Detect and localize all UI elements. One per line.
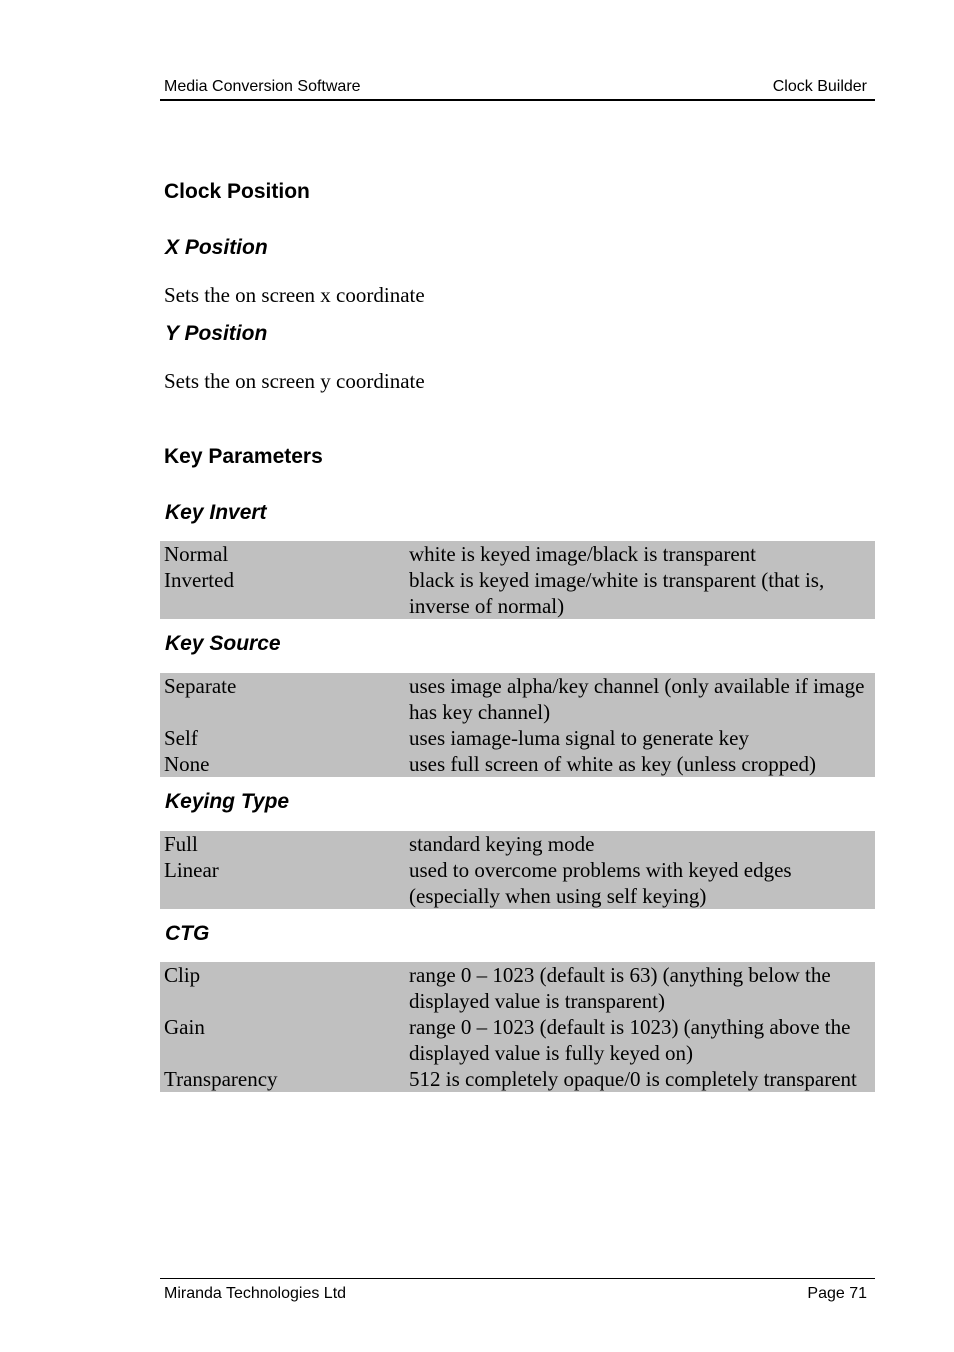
option-description: range 0 – 1023 (default is 63) (anything below the displayed value is transparent) xyxy=(409,963,831,1013)
page-number: Page 71 xyxy=(807,1285,867,1302)
key-invert-heading: Key Invert xyxy=(165,501,267,524)
y-position-heading: Y Position xyxy=(165,322,268,345)
key-source-heading: Key Source xyxy=(165,632,281,655)
option-name: Inverted xyxy=(164,568,234,592)
option-name: Linear xyxy=(164,858,219,882)
keying-type-table xyxy=(160,831,875,909)
table-row xyxy=(160,725,875,751)
option-name: Full xyxy=(164,832,198,856)
key-invert-table xyxy=(160,541,875,619)
option-description: uses image alpha/key channel (only available if image has key channel) xyxy=(409,674,865,724)
option-name: Transparency xyxy=(164,1067,278,1091)
key-source-table xyxy=(160,673,875,777)
table-row xyxy=(160,831,875,857)
option-description: black is keyed image/white is transparent (that is, inverse of normal) xyxy=(409,568,825,618)
ctg-heading: CTG xyxy=(165,922,210,945)
table-row xyxy=(160,751,875,777)
table-row xyxy=(160,857,875,909)
table-row xyxy=(160,962,875,1014)
header-doc-title: Media Conversion Software xyxy=(164,78,361,95)
table-row xyxy=(160,1066,875,1092)
option-name: Gain xyxy=(164,1015,205,1039)
option-description: uses iamage-luma signal to generate key xyxy=(409,726,749,750)
y-position-text: Sets the on screen y coordinate xyxy=(164,369,425,393)
option-description: used to overcome problems with keyed edges (especially when using self keying) xyxy=(409,858,792,908)
page-footer xyxy=(160,1278,875,1306)
footer-company: Miranda Technologies Ltd xyxy=(164,1285,347,1302)
key-parameters-heading: Key Parameters xyxy=(164,445,323,468)
option-description: uses full screen of white as key (unless cropped) xyxy=(409,752,817,776)
option-description: 512 is completely opaque/0 is completely transparent xyxy=(409,1067,857,1091)
table-row xyxy=(160,673,875,725)
clock-position-heading: Clock Position xyxy=(164,180,310,203)
option-description: white is keyed image/black is transparent xyxy=(409,542,756,566)
option-name: Self xyxy=(164,726,198,750)
ctg-table xyxy=(160,962,875,1092)
keying-type-heading: Keying Type xyxy=(165,790,290,813)
table-row xyxy=(160,541,875,567)
option-description: range 0 – 1023 (default is 1023) (anything above the displayed value is fully keyed on) xyxy=(409,1015,851,1065)
table-row xyxy=(160,567,875,619)
x-position-heading: X Position xyxy=(165,236,268,259)
option-name: Separate xyxy=(164,674,237,698)
option-name: None xyxy=(164,752,210,776)
option-name: Normal xyxy=(164,542,229,566)
header-section-title: Clock Builder xyxy=(772,78,867,95)
option-name: Clip xyxy=(164,963,201,987)
page-header xyxy=(160,76,875,101)
option-description: standard keying mode xyxy=(409,832,595,856)
table-row xyxy=(160,1014,875,1066)
x-position-text: Sets the on screen x coordinate xyxy=(164,283,425,307)
